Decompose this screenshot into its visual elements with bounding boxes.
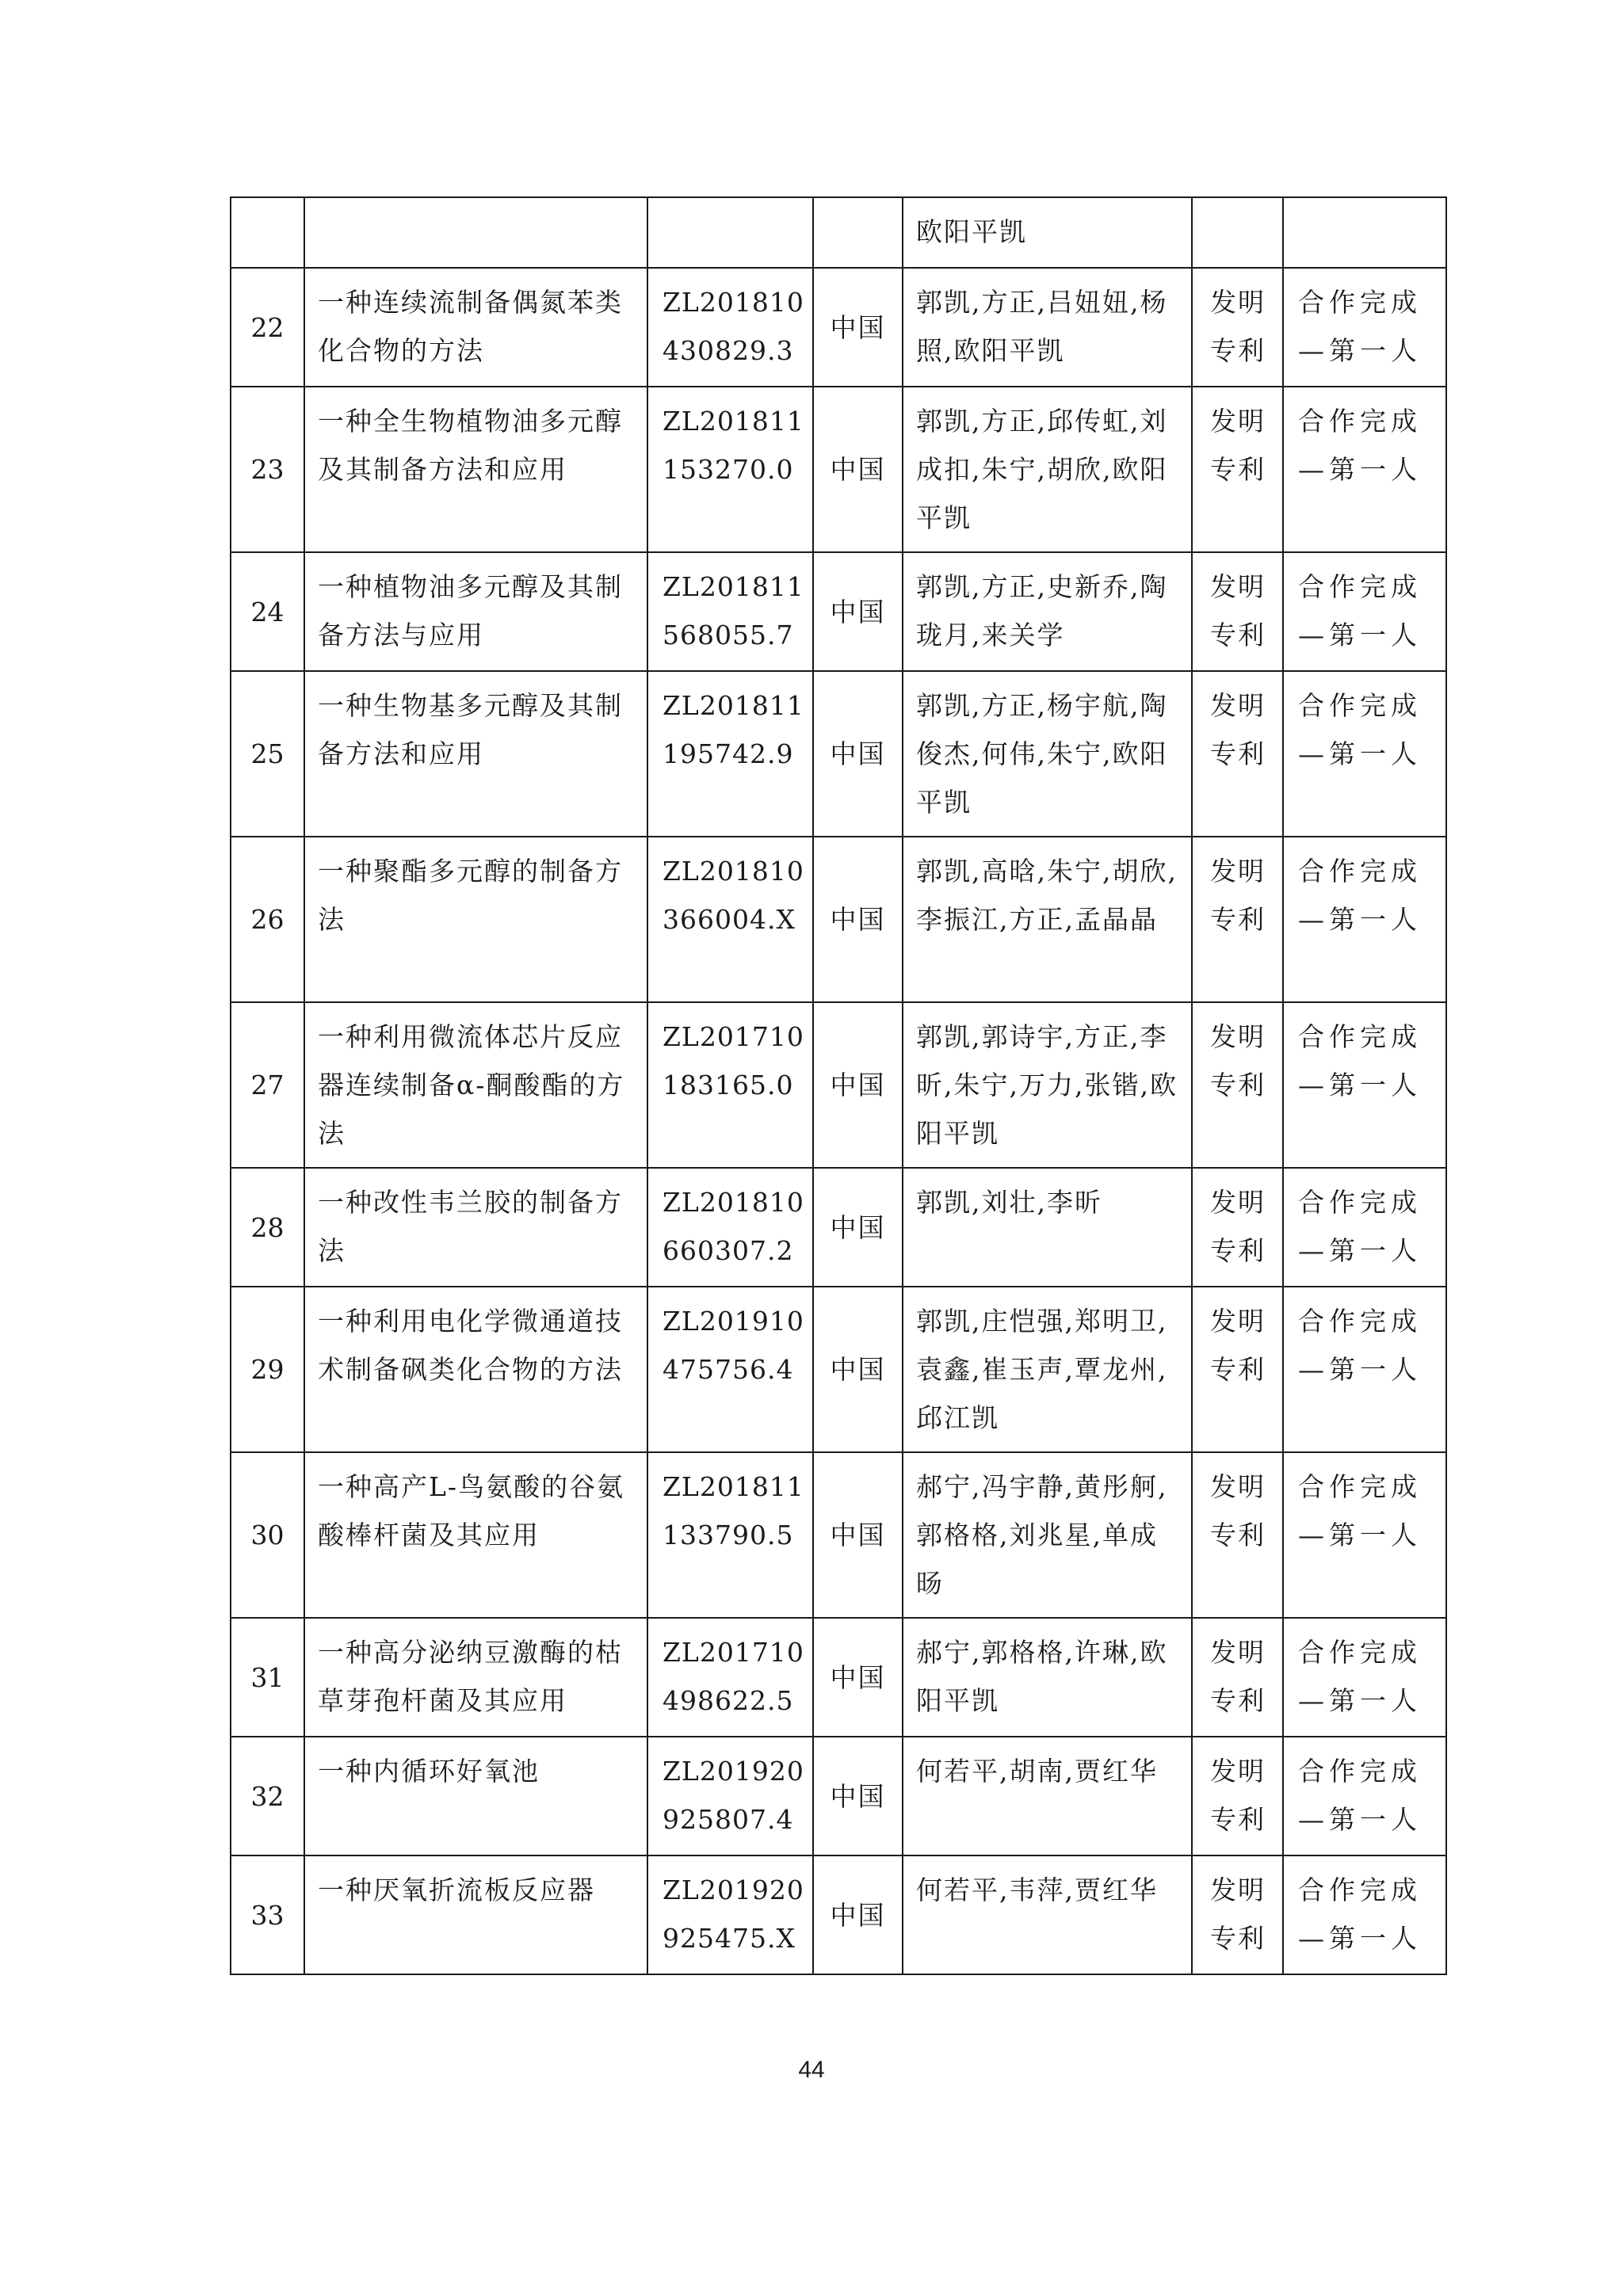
cell-patent-type: 发明专利 [1192, 1452, 1283, 1618]
cell-role: 合作完成—第一人 [1283, 1855, 1446, 1974]
cell-patent-type: 发明专利 [1192, 1002, 1283, 1168]
cell-patent-number: ZL201710183165.0 [647, 1002, 813, 1168]
cell-patent-type: 发明专利 [1192, 1287, 1283, 1452]
cell-country: 中国 [813, 1618, 903, 1737]
cell-patent-title: 一种聚酯多元醇的制备方法 [304, 837, 647, 1002]
cell-patent-number: ZL201810430829.3 [647, 268, 813, 387]
cell-role: 合作完成—第一人 [1283, 1737, 1446, 1855]
cell-inventors: 郭凯,高晗,朱宁,胡欣,李振江,方正,孟晶晶 [903, 837, 1192, 1002]
cell-patent-type: 发明专利 [1192, 552, 1283, 671]
table-row [231, 268, 1446, 387]
table-row [231, 387, 1446, 552]
cell-inventors: 郭凯,刘壮,李昕 [903, 1168, 1192, 1287]
cell-inventors: 何若平,胡南,贾红华 [903, 1737, 1192, 1855]
cell-serial-number: 22 [231, 268, 304, 387]
cell-patent-title: 一种生物基多元醇及其制备方法和应用 [304, 671, 647, 837]
cell-serial-number: 29 [231, 1287, 304, 1452]
cell-patent-title: 一种内循环好氧池 [304, 1737, 647, 1855]
cell-role [1283, 197, 1446, 268]
patent-table-body [231, 197, 1446, 1974]
cell-patent-number: ZL201710498622.5 [647, 1618, 813, 1737]
table-row [231, 837, 1446, 1002]
table-row [231, 1002, 1446, 1168]
cell-patent-number: ZL201910475756.4 [647, 1287, 813, 1452]
cell-patent-title: 一种高分泌纳豆激酶的枯草芽孢杆菌及其应用 [304, 1618, 647, 1737]
cell-inventors: 郭凯,方正,邱传虹,刘成扣,朱宁,胡欣,欧阳平凯 [903, 387, 1192, 552]
cell-country: 中国 [813, 671, 903, 837]
cell-country: 中国 [813, 1737, 903, 1855]
table-row [231, 1287, 1446, 1452]
cell-patent-title: 一种利用电化学微通道技术制备砜类化合物的方法 [304, 1287, 647, 1452]
cell-patent-type: 发明专利 [1192, 1168, 1283, 1287]
cell-country: 中国 [813, 837, 903, 1002]
table-row [231, 1737, 1446, 1855]
cell-patent-number: ZL201811153270.0 [647, 387, 813, 552]
cell-patent-type: 发明专利 [1192, 1737, 1283, 1855]
table-row [231, 1618, 1446, 1737]
cell-inventors: 欧阳平凯 [903, 197, 1192, 268]
cell-serial-number: 26 [231, 837, 304, 1002]
cell-country: 中国 [813, 1287, 903, 1452]
cell-inventors: 何若平,韦萍,贾红华 [903, 1855, 1192, 1974]
cell-role: 合作完成—第一人 [1283, 552, 1446, 671]
cell-country: 中国 [813, 552, 903, 671]
cell-serial-number: 23 [231, 387, 304, 552]
cell-patent-number: ZL201811133790.5 [647, 1452, 813, 1618]
cell-serial-number: 25 [231, 671, 304, 837]
cell-country [813, 197, 903, 268]
cell-inventors: 郭凯,方正,史新乔,陶珑月,来关学 [903, 552, 1192, 671]
cell-country: 中国 [813, 268, 903, 387]
patent-table [230, 196, 1447, 1975]
cell-serial-number: 32 [231, 1737, 304, 1855]
cell-patent-title [304, 197, 647, 268]
cell-role: 合作完成—第一人 [1283, 1002, 1446, 1168]
cell-patent-title: 一种高产L-鸟氨酸的谷氨酸棒杆菌及其应用 [304, 1452, 647, 1618]
cell-country: 中国 [813, 1452, 903, 1618]
cell-country: 中国 [813, 1855, 903, 1974]
cell-inventors: 郝宁,郭格格,许琳,欧阳平凯 [903, 1618, 1192, 1737]
page-number: 44 [798, 2057, 825, 2083]
cell-serial-number [231, 197, 304, 268]
cell-patent-number [647, 197, 813, 268]
cell-patent-type: 发明专利 [1192, 268, 1283, 387]
table-row [231, 197, 1446, 268]
cell-patent-type: 发明专利 [1192, 671, 1283, 837]
cell-patent-title: 一种改性韦兰胶的制备方法 [304, 1168, 647, 1287]
cell-patent-title: 一种全生物植物油多元醇及其制备方法和应用 [304, 387, 647, 552]
cell-patent-number: ZL201811568055.7 [647, 552, 813, 671]
cell-patent-number: ZL201811195742.9 [647, 671, 813, 837]
cell-patent-title: 一种利用微流体芯片反应器连续制备α-酮酸酯的方法 [304, 1002, 647, 1168]
cell-serial-number: 27 [231, 1002, 304, 1168]
table-row [231, 552, 1446, 671]
cell-patent-type: 发明专利 [1192, 837, 1283, 1002]
cell-role: 合作完成—第一人 [1283, 1287, 1446, 1452]
cell-role: 合作完成—第一人 [1283, 387, 1446, 552]
cell-patent-title: 一种连续流制备偶氮苯类化合物的方法 [304, 268, 647, 387]
cell-role: 合作完成—第一人 [1283, 671, 1446, 837]
cell-country: 中国 [813, 1168, 903, 1287]
cell-role: 合作完成—第一人 [1283, 268, 1446, 387]
cell-patent-title: 一种植物油多元醇及其制备方法与应用 [304, 552, 647, 671]
table-row [231, 671, 1446, 837]
cell-patent-type: 发明专利 [1192, 387, 1283, 552]
cell-patent-number: ZL201920925475.X [647, 1855, 813, 1974]
cell-country: 中国 [813, 387, 903, 552]
cell-patent-type: 发明专利 [1192, 1855, 1283, 1974]
cell-patent-type [1192, 197, 1283, 268]
cell-patent-type: 发明专利 [1192, 1618, 1283, 1737]
cell-serial-number: 24 [231, 552, 304, 671]
table-row [231, 1855, 1446, 1974]
cell-country: 中国 [813, 1002, 903, 1168]
table-row [231, 1168, 1446, 1287]
cell-role: 合作完成—第一人 [1283, 1618, 1446, 1737]
cell-inventors: 郭凯,方正,杨宇航,陶俊杰,何伟,朱宁,欧阳平凯 [903, 671, 1192, 837]
cell-patent-number: ZL201810366004.X [647, 837, 813, 1002]
cell-patent-title: 一种厌氧折流板反应器 [304, 1855, 647, 1974]
cell-serial-number: 30 [231, 1452, 304, 1618]
cell-role: 合作完成—第一人 [1283, 837, 1446, 1002]
table-row [231, 1452, 1446, 1618]
cell-patent-number: ZL201920925807.4 [647, 1737, 813, 1855]
cell-serial-number: 33 [231, 1855, 304, 1974]
cell-inventors: 郭凯,庄恺强,郑明卫,袁鑫,崔玉声,覃龙州,邱江凯 [903, 1287, 1192, 1452]
cell-serial-number: 31 [231, 1618, 304, 1737]
cell-serial-number: 28 [231, 1168, 304, 1287]
cell-role: 合作完成—第一人 [1283, 1452, 1446, 1618]
cell-patent-number: ZL201810660307.2 [647, 1168, 813, 1287]
cell-inventors: 郭凯,方正,吕妞妞,杨照,欧阳平凯 [903, 268, 1192, 387]
cell-inventors: 郝宁,冯宇静,黄彤舸,郭格格,刘兆星,单成旸 [903, 1452, 1192, 1618]
cell-inventors: 郭凯,郭诗宇,方正,李昕,朱宁,万力,张锴,欧阳平凯 [903, 1002, 1192, 1168]
cell-role: 合作完成—第一人 [1283, 1168, 1446, 1287]
